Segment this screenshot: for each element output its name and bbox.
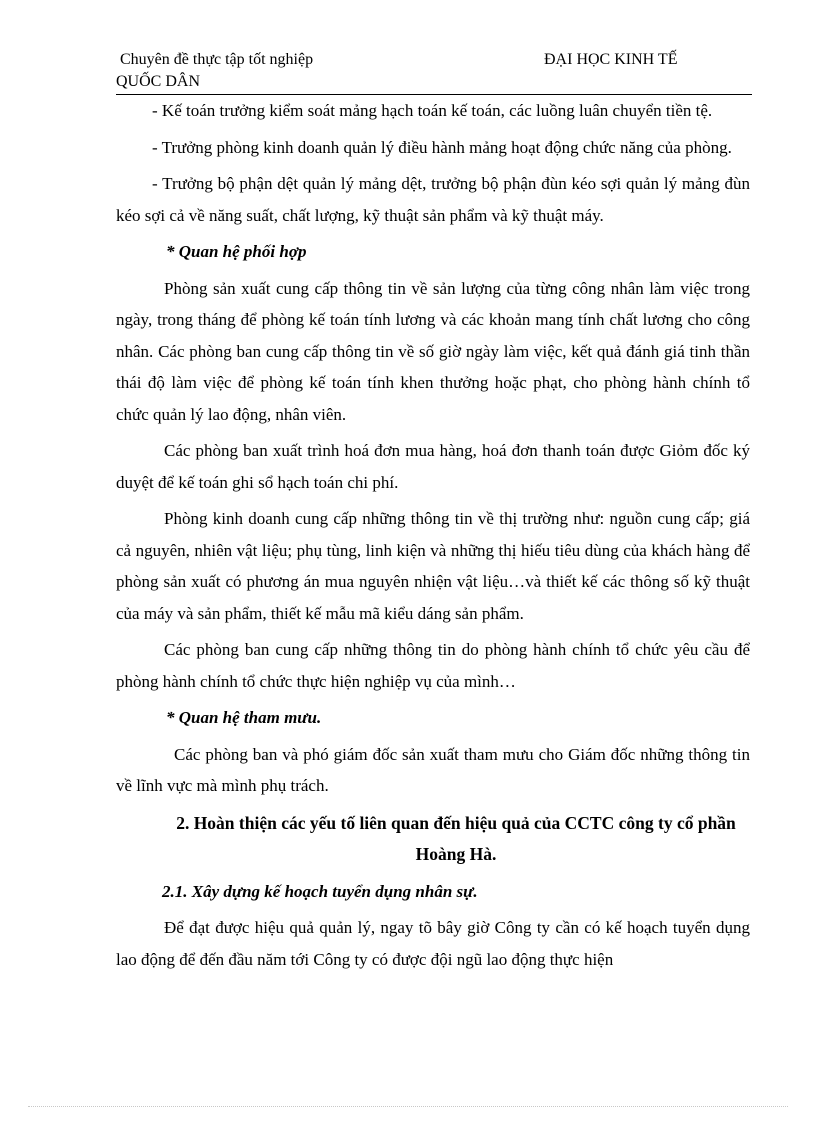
paragraph: Các phòng ban cung cấp những thông tin do phòng hành chính tổ chức yêu cầu để phòng hành chính tổ chức thực hiện nghiệp vụ của mình… — [116, 640, 750, 691]
header-left-title: Chuyên đề thực tập tốt nghiệp — [120, 51, 314, 68]
subsection-heading: 2.1. Xây dựng kế hoạch tuyển dụng nhân sự. — [162, 881, 478, 901]
paragraph: - Trưởng phòng kinh doanh quản lý điều hành mảng hoạt động chức năng của phòng. — [152, 137, 732, 157]
paragraph: - Trưởng bộ phận dệt quản lý mảng dệt, trưởng bộ phận đùn kéo sợi quản lý mảng đùn kéo sợi cả về năng suất, chất lượng, kỹ thuật sản phẩm và kỹ thuật máy. — [116, 174, 750, 225]
header-continuation: QUỐC DÂN — [116, 73, 200, 90]
header-right-title: ĐẠI HỌC KINH TẾ — [544, 51, 678, 68]
paragraph: Để đạt được hiệu quả quản lý, ngay tõ bây giờ Công ty cần có kế hoạch tuyển dụng lao động để đến đầu năm tới Công ty có được đội ngũ lao động thực hiện — [116, 918, 750, 969]
paragraph: Các phòng ban xuất trình hoá đơn mua hàng, hoá đơn thanh toán được Giỏm đốc ký duyệt để kế toán ghi sổ hạch toán chi phí. — [116, 441, 750, 492]
paragraph: Các phòng ban và phó giám đốc sản xuất tham mưu cho Giám đốc những thông tin về lĩnh vực mà mình phụ trách. — [116, 744, 750, 795]
subheading-coordination: * Quan hệ phối hợp — [166, 242, 307, 261]
page-bottom-border — [28, 1106, 788, 1107]
paragraph: Phòng kinh doanh cung cấp những thông tin về thị trường như: nguồn cung cấp; giá cả nguyên, nhiên vật liệu; phụ tùng, linh kiện và những thị hiếu tiêu dùng của khách hàng để phòng sản xuất có phương án mua nguyên nhiện vật liệu…và thiết kế các thông số kỹ thuật của máy và sản phẩm, thiết kế mẫu mã kiểu dáng sản phẩm. — [116, 509, 750, 623]
subheading-advisory: * Quan hệ tham mưu. — [166, 708, 322, 727]
paragraph: - Kế toán trưởng kiểm soát mảng hạch toán kế toán, các luồng luân chuyển tiền tệ. — [152, 101, 713, 120]
section-heading: 2. Hoàn thiện các yếu tố liên quan đến hiệu quả của CCTC công ty cổ phần Hoàng Hà. — [176, 812, 736, 864]
document-body — [116, 95, 750, 975]
paragraph: Phòng sản xuất cung cấp thông tin về sản lượng của từng công nhân làm việc trong ngày, trong tháng để phòng kế toán tính lương và các khoản mang tính chất lương cho công nhân. Các phòng ban cung cấp thông tin về số giờ ngày làm việc, kết quả đánh giá tinh thần thái độ làm việc để phòng kế toán tính khen thưởng hoặc phạt, cho phòng hành chính tổ chức quản lý lao động, nhân viên. — [116, 278, 750, 424]
